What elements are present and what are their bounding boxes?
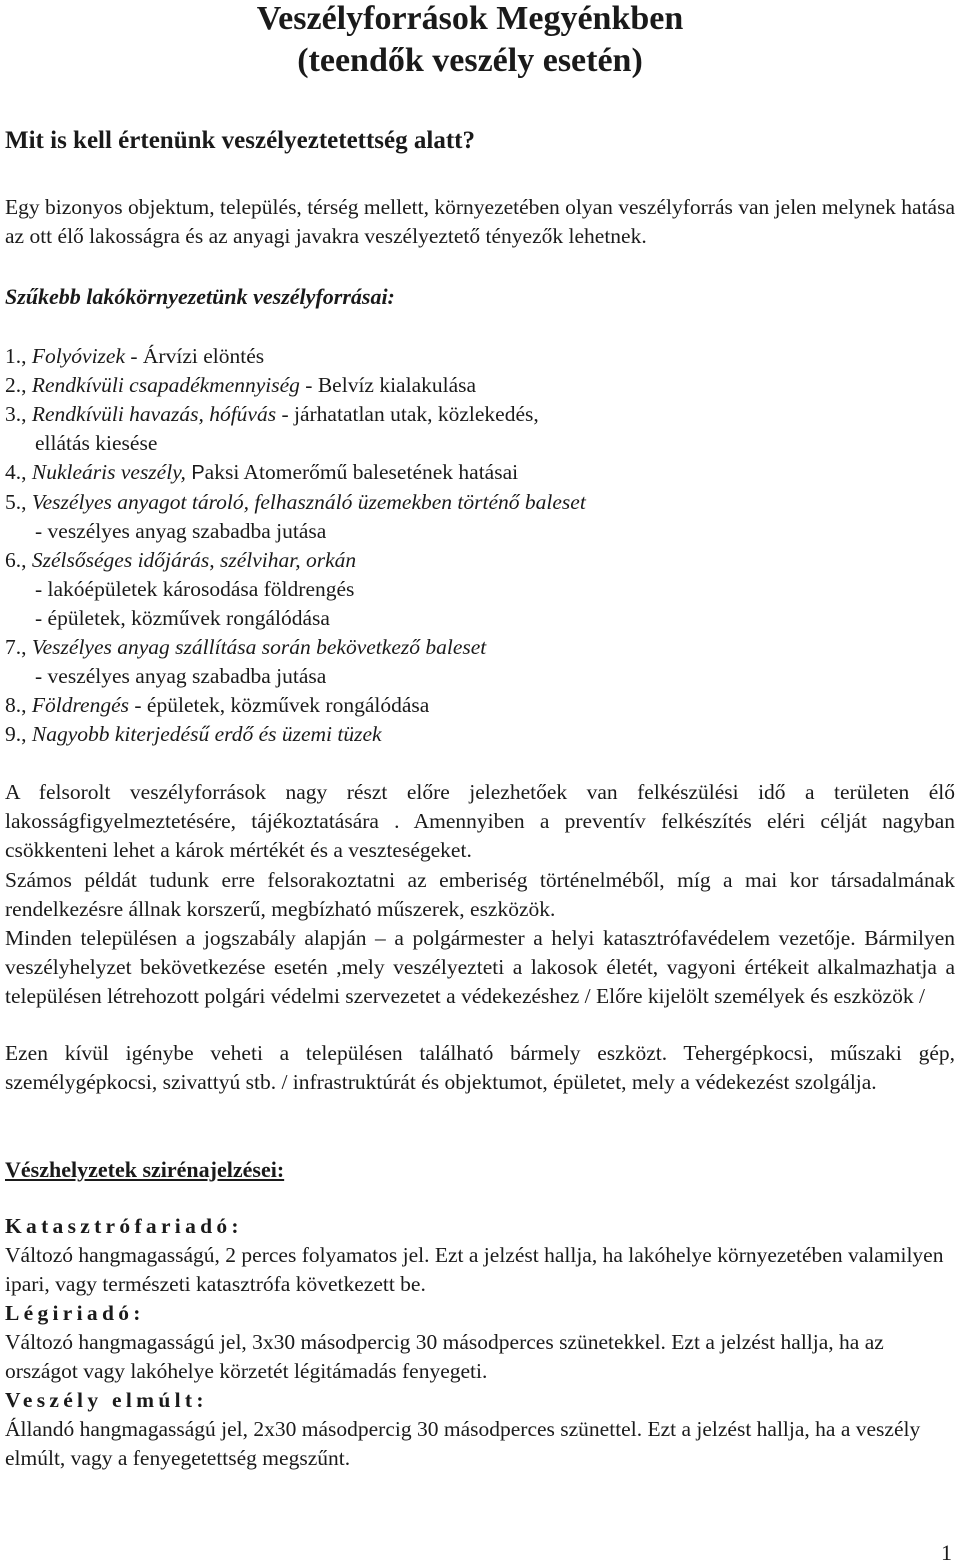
hazard-list-heading: Szűkebb lakókörnyezetünk veszélyforrásai: [5, 284, 395, 309]
body-paragraph-1: A felsorolt veszélyforrások nagy részt előre jelezhetőek van felkészülési idő a területen élő lakosságfigyelmeztetésére, tájékoztatására . Amennyiben a preventív felkészítés eléri célját nagyban csökkenteni lehet a károk mértékét és a veszteségeket. [5, 780, 955, 862]
hazard-item-9: 9., Nagyobb kiterjedésű erdő és üzemi tüzek [5, 722, 382, 746]
air-raid-alarm-label: Légiriadó: [5, 1301, 145, 1325]
hazard-item-8: 8., Földrengés - épületek, közművek rongálódása [5, 693, 430, 717]
all-clear-text: Állandó hangmagasságú jel, 2x30 másodpercig 30 másodperces szünettel. Ezt a jelzést hallja, ha a veszély elmúlt, vagy a fenyegetettség megszűnt. [5, 1417, 921, 1470]
body-paragraph-4: Ezen kívül igénybe veheti a településen található bármely eszközt. Tehergépkocsi, műszaki gép, személygépkocsi, szivattyú stb. / infrastruktúrát és objektumot, épületet, mely a védekezést szolgálja. [5, 1041, 955, 1094]
hazard-item-1: 1., Folyóvizek - Árvízi elöntés [5, 344, 265, 368]
body-paragraph-3: Minden településen a jogszabály alapján – a polgármester a helyi katasztrófavédelem vezetője. Bármilyen veszélyhelyzet bekövetkezése esetén ,mely veszélyezteti a lakosok életét, vagyoni értékeit alkalmazhatja a településen létrehozott polgári védelmi szervezetet a védekezéshez / Előre kijelölt személyek és eszközök / [5, 926, 955, 1008]
intro-paragraph: Egy bizonyos objektum, település, térség mellett, környezetében olyan veszélyforrás van jelen melynek hatása az ott élő lakosságra és az anyagi javakra veszélyeztető tényezők lehetnek. [5, 195, 955, 248]
body-paragraph-2: Számos példát tudunk erre felsorakoztatni az emberiség történelméből, míg a mai kor társadalmának rendelkezésre állnak korszerű, megbízható műszerek, eszközök. [5, 868, 955, 921]
hazard-item-6: 6., Szélsőséges időjárás, szélvihar, orkán - lakóépületek károsodása földrengés - épületek, közművek rongálódása [5, 548, 357, 630]
hazard-item-3: 3., Rendkívüli havazás, hófúvás - járhatatlan utak, közlekedés, ellátás kiesése [5, 402, 539, 455]
hazard-item-7: 7., Veszélyes anyag szállítása során bekövetkező baleset - veszélyes anyag szabadba jutása [5, 635, 487, 688]
catastrophe-alarm-label: Katasztrófariadó: [5, 1214, 243, 1238]
air-raid-alarm-text: Változó hangmagasságú jel, 3x30 másodpercig 30 másodperces szünetekkel. Ezt a jelzést hallja, ha az országot vagy lakóhelye körzetét légitámadás fenyegeti. [5, 1330, 884, 1383]
page-number: 1 [941, 1540, 952, 1565]
document-title-line-1: Veszélyforrások Megyénkben [256, 0, 684, 37]
hazard-item-2: 2., Rendkívüli csapadékmennyiség - Belvíz kialakulása [5, 373, 477, 397]
document-title-line-2: (teendők veszély esetén) [297, 42, 643, 79]
hazard-item-5: 5., Veszélyes anyagot tároló, felhasználó üzemekben történő baleset - veszélyes anyag szabadba jutása [5, 490, 586, 543]
catastrophe-alarm-text: Változó hangmagasságú, 2 perces folyamatos jel. Ezt a jelzést hallja, ha lakóhelye környezetében valamilyen ipari, vagy természeti katasztrófa következett be. [5, 1243, 944, 1296]
siren-signals-heading: Vészhelyzetek szirénajelzései: [5, 1157, 285, 1182]
hazard-list [5, 342, 955, 749]
section-question: Mit is kell értenünk veszélyeztetettség alatt? [5, 127, 475, 154]
all-clear-label: Veszély elmúlt: [5, 1388, 208, 1412]
hazard-item-4: 4., Nukleáris veszély, Paksi Atomerőmű balesetének hatásai [5, 460, 519, 484]
